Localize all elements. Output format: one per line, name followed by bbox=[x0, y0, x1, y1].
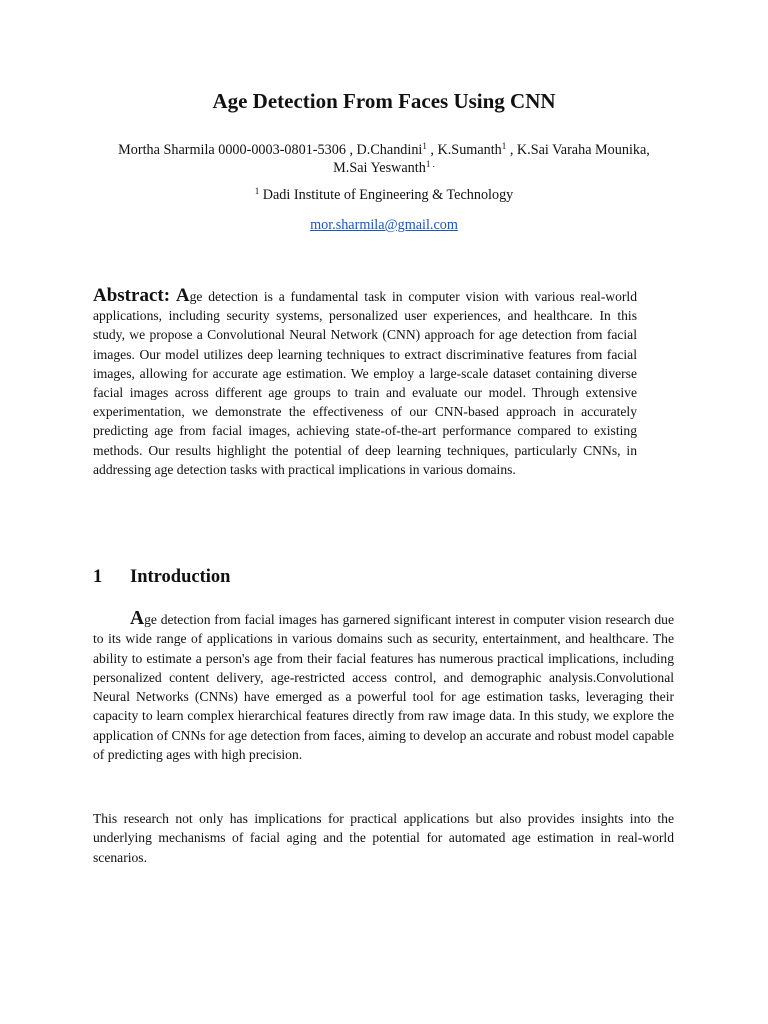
abstract bbox=[93, 286, 637, 479]
section-title: Introduction bbox=[130, 567, 231, 587]
author-text: , K.Sai Varaha Mounika, bbox=[506, 142, 650, 158]
affiliation bbox=[0, 186, 768, 204]
introduction-paragraph-1 bbox=[93, 609, 674, 764]
author-superscript: 1 bbox=[501, 141, 507, 151]
author-list bbox=[84, 141, 684, 177]
author-text: Mortha Sharmila 0000-0003-0801-5306 , D.Chandini bbox=[118, 142, 423, 158]
abstract-text: ge detection is a fundamental task in computer vision with various real-world applications, including security systems, personalized user experiences, and healthcare. In this study, we propose a Convolutional Neural Network (CNN) approach for age detection from facial images. Our model utilizes deep learning techniques to extract discriminative features from facial images, allowing for accurate age estimation. We employ a large-scale dataset containing diverse facial images across different age groups to train and evaluate our model. Through extensive experimentation, we demonstrate the effectiveness of our CNN-based approach in accurately predicting age from facial images, achieving state-of-the-art performance compared to existing methods. Our results highlight the potential of deep learning techniques, particularly CNNs, in addressing age detection tasks with practical implications in various domains. bbox=[93, 289, 637, 477]
author-email bbox=[0, 216, 768, 234]
affiliation-superscript: 1 bbox=[254, 186, 260, 196]
abstract-dropcap: A bbox=[175, 285, 190, 306]
affiliation-text: Dadi Institute of Engineering & Technology bbox=[259, 187, 514, 203]
paper-title: Age Detection From Faces Using CNN bbox=[212, 89, 556, 113]
abstract-label: Abstract: bbox=[93, 285, 171, 306]
author-superscript: 1 . bbox=[425, 159, 435, 169]
email-link[interactable]: mor.sharmila@gmail.com bbox=[310, 217, 458, 233]
paragraph-dropcap: A bbox=[130, 608, 145, 629]
paragraph-text: ge detection from facial images has garnered significant interest in computer vision research due to its wide range of applications in various domains such as security, entertainment, and healthcare. The ability to estimate a person's age from their facial features has numerous practical implications, including personalized content delivery, age-restricted access control, and demographic analysis.Convolutional Neural Networks (CNNs) have emerged as a powerful tool for age estimation tasks, leveraging their capacity to learn complex hierarchical features directly from raw image data. In this study, we explore the application of CNNs for age detection from faces, aiming to develop an accurate and robust model capable of predicting ages with high precision. bbox=[93, 612, 674, 763]
author-text: , K.Sumanth bbox=[426, 142, 502, 158]
author-text: M.Sai Yeswanth bbox=[333, 160, 426, 176]
section-number: 1 bbox=[93, 567, 103, 587]
section-heading-introduction bbox=[93, 565, 593, 589]
introduction-paragraph-2: This research not only has implications for practical applications but also provides insights into the underlying mechanisms of facial aging and the potential for automated age estimation in real-world scenarios. bbox=[93, 811, 674, 865]
author-superscript: 1 bbox=[422, 141, 427, 151]
